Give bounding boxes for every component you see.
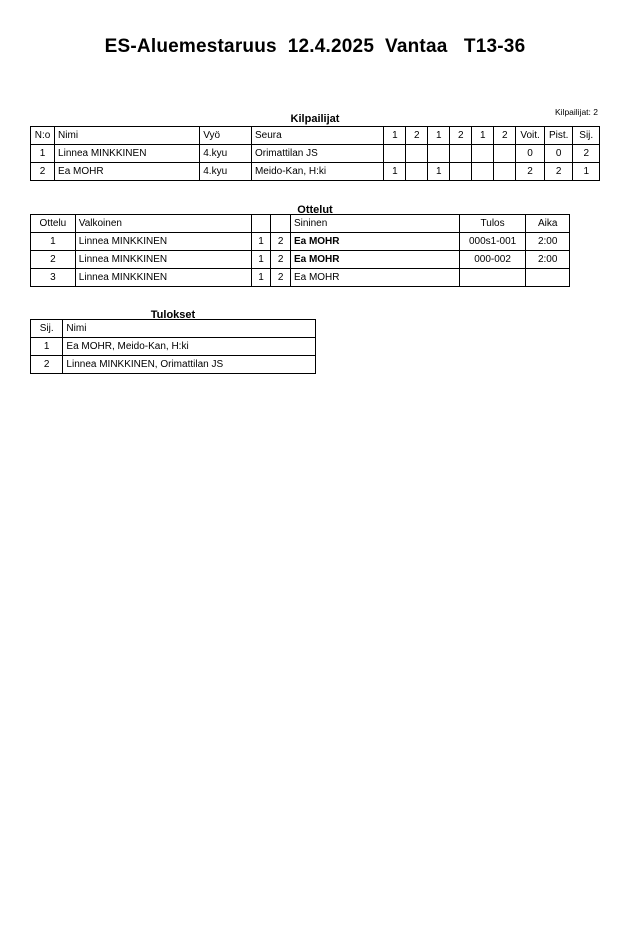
cell-p2: 2 bbox=[271, 251, 291, 269]
cell-round-2 bbox=[406, 145, 428, 163]
page-title: ES-Aluemestaruus 12.4.2025 Vantaa T13-36 bbox=[104, 36, 526, 57]
cell-round-6 bbox=[494, 163, 516, 181]
col-time: Aika bbox=[526, 215, 570, 233]
col-no: N:o bbox=[31, 127, 55, 145]
competitors-count: Kilpailijat: 2 bbox=[555, 107, 598, 117]
table-header-row bbox=[31, 127, 600, 145]
cell-white: Linnea MINKKINEN bbox=[75, 233, 251, 251]
table-row bbox=[31, 233, 570, 251]
col-p2 bbox=[271, 215, 291, 233]
cell-match-no: 2 bbox=[31, 251, 76, 269]
cell-result-name: Linnea MINKKINEN, Orimattilan JS bbox=[63, 356, 316, 374]
cell-time: 2:00 bbox=[526, 233, 570, 251]
cell-wins: 2 bbox=[516, 163, 545, 181]
cell-round-6 bbox=[494, 145, 516, 163]
col-round-3: 1 bbox=[428, 127, 450, 145]
cell-club: Orimattilan JS bbox=[251, 145, 383, 163]
col-round-2: 2 bbox=[406, 127, 428, 145]
cell-round-3 bbox=[428, 145, 450, 163]
cell-round-2 bbox=[406, 163, 428, 181]
cell-match-no: 3 bbox=[31, 269, 76, 287]
cell-grade: 4.kyu bbox=[200, 163, 252, 181]
cell-round-1: 1 bbox=[384, 163, 406, 181]
col-grade: Vyö bbox=[200, 127, 252, 145]
results-table bbox=[30, 319, 316, 374]
cell-p1: 1 bbox=[251, 269, 271, 287]
cell-points: 0 bbox=[544, 145, 573, 163]
col-round-6: 2 bbox=[494, 127, 516, 145]
cell-p2: 2 bbox=[271, 233, 291, 251]
cell-round-4 bbox=[450, 145, 472, 163]
cell-p1: 1 bbox=[251, 251, 271, 269]
results-heading: Tulokset bbox=[150, 309, 196, 321]
cell-result: 000-002 bbox=[459, 251, 526, 269]
cell-blue: Ea MOHR bbox=[290, 251, 459, 269]
table-row bbox=[31, 356, 316, 374]
cell-grade: 4.kyu bbox=[200, 145, 252, 163]
col-round-4: 2 bbox=[450, 127, 472, 145]
cell-round-5 bbox=[472, 145, 494, 163]
matches-heading: Ottelut bbox=[297, 204, 333, 216]
table-header-row bbox=[31, 320, 316, 338]
cell-round-5 bbox=[472, 163, 494, 181]
cell-p2: 2 bbox=[271, 269, 291, 287]
col-wins: Voit. bbox=[516, 127, 545, 145]
cell-time: 2:00 bbox=[526, 251, 570, 269]
cell-round-1 bbox=[384, 145, 406, 163]
cell-rank: 2 bbox=[573, 145, 600, 163]
cell-result-rank: 1 bbox=[31, 338, 63, 356]
cell-result-rank: 2 bbox=[31, 356, 63, 374]
col-name: Nimi bbox=[55, 127, 200, 145]
cell-result bbox=[459, 269, 526, 287]
table-row bbox=[31, 269, 570, 287]
table-row bbox=[31, 338, 316, 356]
cell-round-3: 1 bbox=[428, 163, 450, 181]
col-rank: Sij. bbox=[573, 127, 600, 145]
col-result: Tulos bbox=[459, 215, 526, 233]
cell-match-no: 1 bbox=[31, 233, 76, 251]
col-result-rank: Sij. bbox=[31, 320, 63, 338]
cell-wins: 0 bbox=[516, 145, 545, 163]
cell-no: 1 bbox=[31, 145, 55, 163]
cell-name: Linnea MINKKINEN bbox=[55, 145, 200, 163]
col-points: Pist. bbox=[544, 127, 573, 145]
cell-p1: 1 bbox=[251, 233, 271, 251]
document-page bbox=[0, 36, 630, 927]
competitors-heading: Kilpailijat bbox=[290, 113, 340, 125]
matches-table bbox=[30, 214, 570, 287]
col-club: Seura bbox=[251, 127, 383, 145]
col-round-5: 1 bbox=[472, 127, 494, 145]
cell-no: 2 bbox=[31, 163, 55, 181]
cell-white: Linnea MINKKINEN bbox=[75, 251, 251, 269]
competitors-table bbox=[30, 126, 600, 181]
cell-result-name: Ea MOHR, Meido-Kan, H:ki bbox=[63, 338, 316, 356]
col-result-name: Nimi bbox=[63, 320, 316, 338]
cell-points: 2 bbox=[544, 163, 573, 181]
table-header-row bbox=[31, 215, 570, 233]
table-row bbox=[31, 163, 600, 181]
cell-rank: 1 bbox=[573, 163, 600, 181]
col-round-1: 1 bbox=[384, 127, 406, 145]
cell-round-4 bbox=[450, 163, 472, 181]
cell-blue: Ea MOHR bbox=[290, 269, 459, 287]
col-blue: Sininen bbox=[290, 215, 459, 233]
cell-club: Meido-Kan, H:ki bbox=[251, 163, 383, 181]
table-row bbox=[31, 145, 600, 163]
cell-result: 000s1-001 bbox=[459, 233, 526, 251]
cell-blue: Ea MOHR bbox=[290, 233, 459, 251]
cell-white: Linnea MINKKINEN bbox=[75, 269, 251, 287]
col-match-no: Ottelu bbox=[31, 215, 76, 233]
cell-time bbox=[526, 269, 570, 287]
cell-name: Ea MOHR bbox=[55, 163, 200, 181]
col-p1 bbox=[251, 215, 271, 233]
col-white: Valkoinen bbox=[75, 215, 251, 233]
table-row bbox=[31, 251, 570, 269]
